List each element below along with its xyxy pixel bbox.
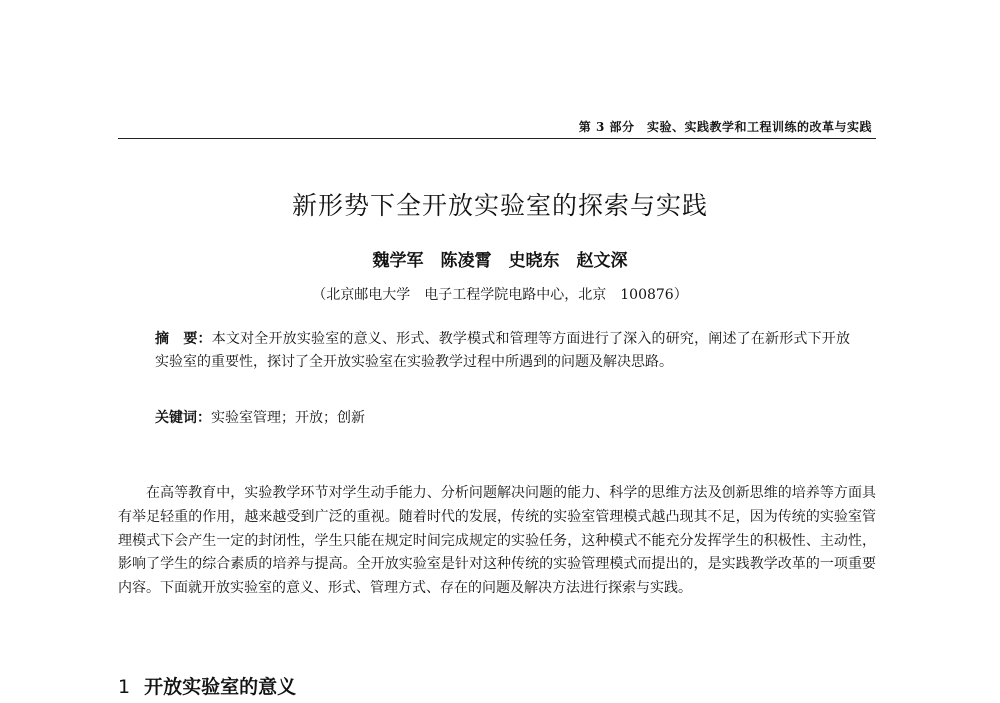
abstract-text: 本文对全开放实验室的意义、形式、教学模式和管理等方面进行了深入的研究，阐述了在新形式下开放实验室的重要性，探讨了全开放实验室在实验教学过程中所遇到的问题及解决思路。: [155, 331, 850, 370]
keywords: [155, 407, 850, 430]
abstract-label: 摘 要：: [155, 331, 212, 347]
section-number: 1: [118, 676, 131, 698]
running-header: 第 3 部分 实验、实践教学和工程训练的改革与实践: [578, 120, 872, 134]
paper-title: 新形势下全开放实验室的探索与实践: [291, 191, 708, 220]
intro-paragraph: 在高等教育中，实验教学环节对学生动手能力、分析问题解决问题的能力、科学的思维方法及创新思维的培养等方面具有举足轻重的作用，越来越受到广泛的重视。随着时代的发展，传统的实验室管理模式越凸现其不足，因为传统的实验室管理模式下会产生一定的封闭性，学生只能在规定时间完成规定的实验任务，这种模式不能充分发挥学生的积极性、主动性，影响了学生的综合素质的培养与提高。全开放实验室是针对这种传统的实验管理模式而提出的，是实践教学改革的一项重要内容。下面就开放实验室的意义、形式、管理方式、存在的问题及解决方法进行探索与实践。: [118, 485, 876, 597]
section-title: 开放实验室的意义: [144, 676, 297, 698]
authors: 魏学军 陈凌霄 史晓东 赵文深: [372, 251, 628, 271]
affiliation: （北京邮电大学 电子工程学院电路中心，北京 100876）: [312, 287, 688, 303]
keywords-label: 关键词：: [155, 410, 211, 426]
section-heading: [118, 672, 296, 699]
header-rule: [118, 138, 876, 139]
abstract: [155, 328, 850, 374]
keywords-text: 实验室管理；开放；创新: [211, 410, 365, 426]
